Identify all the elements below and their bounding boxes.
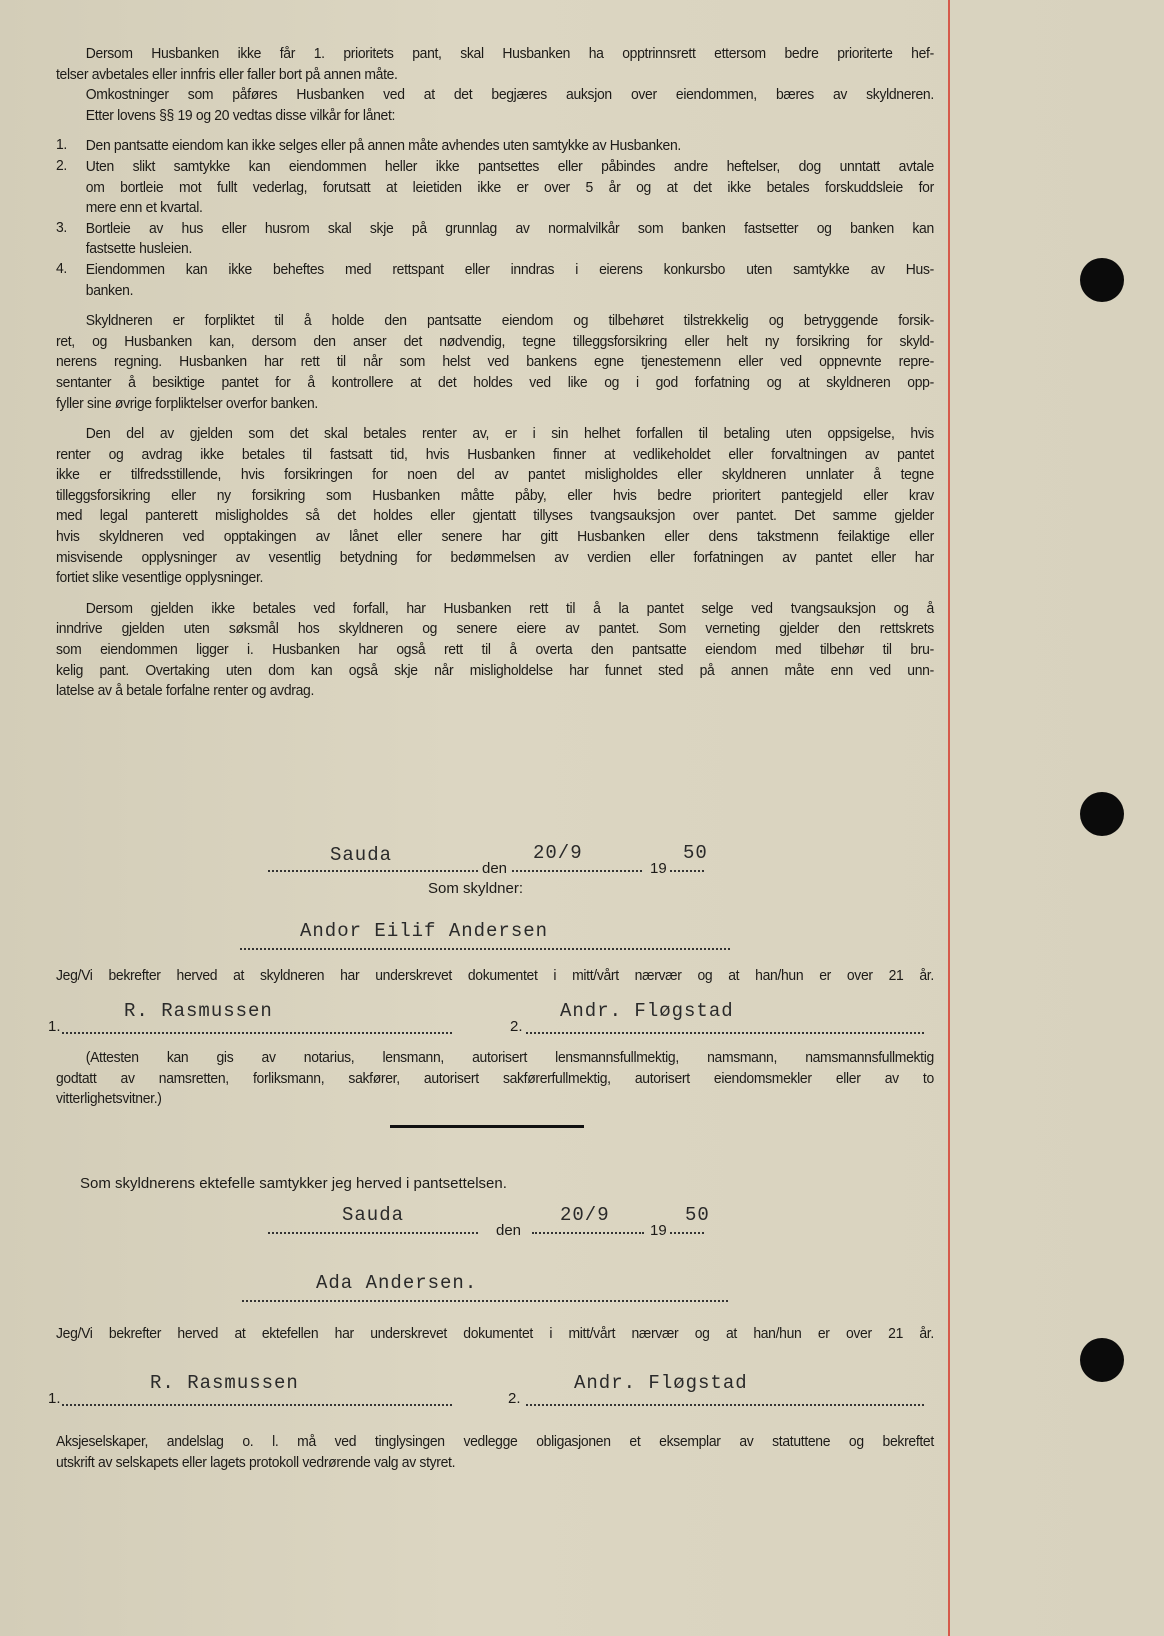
text-line: Dersom Husbanken ikke får 1. prioritets pant, skal Husbanken ha opptrinnsrett ettersom bedre prioriterte hef-: [85, 45, 934, 62]
text-line: ret, og Husbanken kan, dersom den anser det nødvendig, tegne tilleggsforsikring eller helt ny forsikring for skyld-: [56, 332, 934, 350]
divider: [390, 1125, 584, 1128]
attest2-text: [56, 1324, 934, 1345]
text-line: latelse av å betale forfalne renter og avdrag.: [56, 682, 315, 700]
text-line: nerens regning. Husbanken har rett til når som helst ved bankens egne tjenestemenn eller ved oppnevnte repre-: [56, 353, 934, 371]
text-line: som eiendommen ligger i. Husbanken har også rett til å overta den pantsatte eiendom med tilbehør til bru-: [56, 641, 934, 659]
place-handwritten: Sauda: [342, 1204, 405, 1226]
attest-statement: Jeg/Vi bekrefter herved at skyldneren har underskrevet dokumentet i mitt/vårt nærvær og at han/hun er over 21 år.: [56, 967, 934, 984]
punch-hole: [1080, 1338, 1124, 1382]
text-line: sentanter å besiktige pantet for å kontrollere at det holdes ved like og i god forfatning og at skyldneren opp-: [56, 373, 934, 391]
witness-number: 2.: [510, 1018, 523, 1035]
spouse-signature: Ada Andersen.: [316, 1272, 478, 1294]
witness-number: 1.: [48, 1390, 61, 1407]
spouse-consent-text: Som skyldnerens ektefelle samtykker jeg herved i pantsettelsen.: [80, 1175, 507, 1192]
place-handwritten: Sauda: [330, 844, 393, 866]
debtor-role-label: Som skyldner:: [428, 880, 524, 897]
punch-hole: [1080, 792, 1124, 836]
terms-text: [56, 44, 934, 702]
attest-note: [56, 1048, 934, 1110]
den-label: den: [496, 1222, 522, 1239]
place-line: [268, 1232, 478, 1234]
witness-number: 2.: [508, 1390, 521, 1407]
century-label: 19: [650, 860, 667, 877]
footer-note: [56, 1432, 934, 1473]
den-label: den: [482, 860, 508, 877]
text-line: Aksjeselskaper, andelslag o. l. må ved tinglysingen vedlegge obligasjonen et eksemplar av statuttene og bekreftet: [56, 1433, 934, 1450]
text-line: ikke er tilfredsstillende, hvis forsikringen for noen del av pantet misligholdes eller skyldneren unnlater å tegne: [56, 466, 934, 484]
punch-hole: [1080, 258, 1124, 302]
condition-item: [56, 136, 934, 157]
text-line: fastsette husleien.: [85, 240, 193, 258]
attest-statement: Jeg/Vi bekrefter herved at ektefellen har underskrevet dokumentet i mitt/vårt nærvær og at han/hun er over 21 år.: [56, 1325, 934, 1342]
text-line: mere enn et kvartal.: [85, 199, 203, 217]
text-line: Etter lovens §§ 19 og 20 vedtas disse vilkår for lånet:: [85, 106, 396, 124]
century-label: 19: [650, 1222, 667, 1239]
date-handwritten: 20/9: [560, 1204, 610, 1226]
witness-line: [526, 1032, 924, 1034]
witness1-signature: R. Rasmussen: [124, 1000, 273, 1022]
text-line: Uten slikt samtykke kan eiendommen heller ikke pantsettes eller påbindes andre heftelser, dog unntatt avtale: [85, 157, 934, 175]
witness2-signature: Andr. Fløgstad: [560, 1000, 734, 1022]
condition-item: [56, 219, 934, 260]
condition-number: 3.: [56, 218, 67, 236]
text-line: Omkostninger som påføres Husbanken ved at det begjæres auksjon over eiendommen, bæres av skyldneren.: [85, 86, 934, 104]
condition-number: 4.: [56, 259, 67, 277]
condition-item: [56, 260, 934, 301]
text-line: vitterlighetsvitner.): [56, 1090, 162, 1108]
text-line: utskrift av selskapets eller lagets protokoll vedrørende valg av styret.: [56, 1453, 456, 1471]
witness-line: [62, 1032, 452, 1034]
condition-number: 2.: [56, 156, 67, 174]
text-line: med legal panterett misligholdes så det holdes eller gjentatt tillyses tvangsauksjon over pantet. Det samme gjelder: [56, 507, 934, 525]
text-line: misvisende opplysninger av vesentlig betydning for bedømmelsen av verdien eller forfatningen av pantet eller har: [56, 548, 934, 566]
text-line: godtatt av namsretten, forliksmann, sakfører, autorisert sakførerfullmektig, autorisert eiendomsmekler eller av to: [56, 1069, 934, 1087]
text-line: Dersom gjelden ikke betales ved forfall, har Husbanken rett til å la pantet selge ved tvangsauksjon og å: [85, 599, 934, 617]
witness-line: [526, 1404, 924, 1406]
text-line: renter og avdrag ikke betales til fastsatt tid, hvis Husbanken finner at vedlikeholdet eller forvaltningen av pantet: [56, 445, 934, 463]
date-handwritten: 20/9: [533, 842, 583, 864]
year-line: [670, 1232, 704, 1234]
signature-line: [242, 1300, 728, 1302]
text-line: fyller sine øvrige forpliktelser overfor banken.: [56, 394, 318, 412]
text-line: Skyldneren er forpliktet til å holde den pantsatte eiendom og tilbehøret tilstrekkelig og betryggende forsik-: [85, 312, 934, 330]
text-line: inndrive gjelden uten søksmål hos skyldneren og senere eiere av pantet. Som verneting gjelder den rettskrets: [56, 620, 934, 638]
text-line: Den pantsatte eiendom kan ikke selges eller på annen måte avhendes uten samtykke av Husbanken.: [85, 137, 681, 155]
debtor-signature: Andor Eilif Andersen: [300, 920, 549, 942]
text-line: telser avbetales eller innfris eller faller bort på annen måte.: [56, 65, 398, 83]
text-line: Eiendommen kan ikke beheftes med rettspant eller inndras i eierens konkursbo uten samtykke av Hus-: [85, 260, 934, 278]
text-line: tilleggsforsikring eller ny forsikring som Husbanken måtte påby, eller hvis bedre prioritert pantegjeld eller krav: [56, 486, 934, 504]
text-line: hvis skyldneren ved opptakingen av lånet eller senere har gitt Husbanken eller dens takstmenn feilaktige eller: [56, 528, 934, 546]
year-line: [670, 870, 704, 872]
attest1-text: [56, 966, 934, 987]
witness-number: 1.: [48, 1018, 61, 1035]
text-line: Bortleie av hus eller husrom skal skje på grunnlag av normalvilkår som banken fastsetter og banken kan: [85, 219, 934, 237]
text-line: (Attesten kan gis av notarius, lensmann, autorisert lensmannsfullmektig, namsmann, namsmannsfullmektig: [85, 1049, 934, 1066]
witness2-signature: Andr. Fløgstad: [574, 1372, 748, 1394]
margin-line: [948, 0, 950, 1636]
text-line: kelig pant. Overtaking uten dom kan også skje når misligholdelse har funnet sted på annen måte enn ved unn-: [56, 661, 934, 679]
place-line: [268, 870, 478, 872]
date-line: [512, 870, 642, 872]
text-line: banken.: [85, 281, 134, 299]
witness1-signature: R. Rasmussen: [150, 1372, 299, 1394]
text-line: fortiet slike vesentlige opplysninger.: [56, 569, 264, 587]
condition-item: [56, 157, 934, 219]
signature-line: [240, 948, 730, 950]
year-handwritten: 50: [683, 842, 708, 864]
text-line: om bortleie mot fullt vederlag, forutsatt at leietiden ikke er over 5 år og at det ikke betales forskuddsleie for: [85, 178, 934, 196]
date-line: [532, 1232, 644, 1234]
year-handwritten: 50: [685, 1204, 710, 1226]
condition-number: 1.: [56, 136, 67, 154]
text-line: Den del av gjelden som det skal betales renter av, er i sin helhet forfallen til betaling uten oppsigelse, hvis: [85, 425, 934, 443]
witness-line: [62, 1404, 452, 1406]
